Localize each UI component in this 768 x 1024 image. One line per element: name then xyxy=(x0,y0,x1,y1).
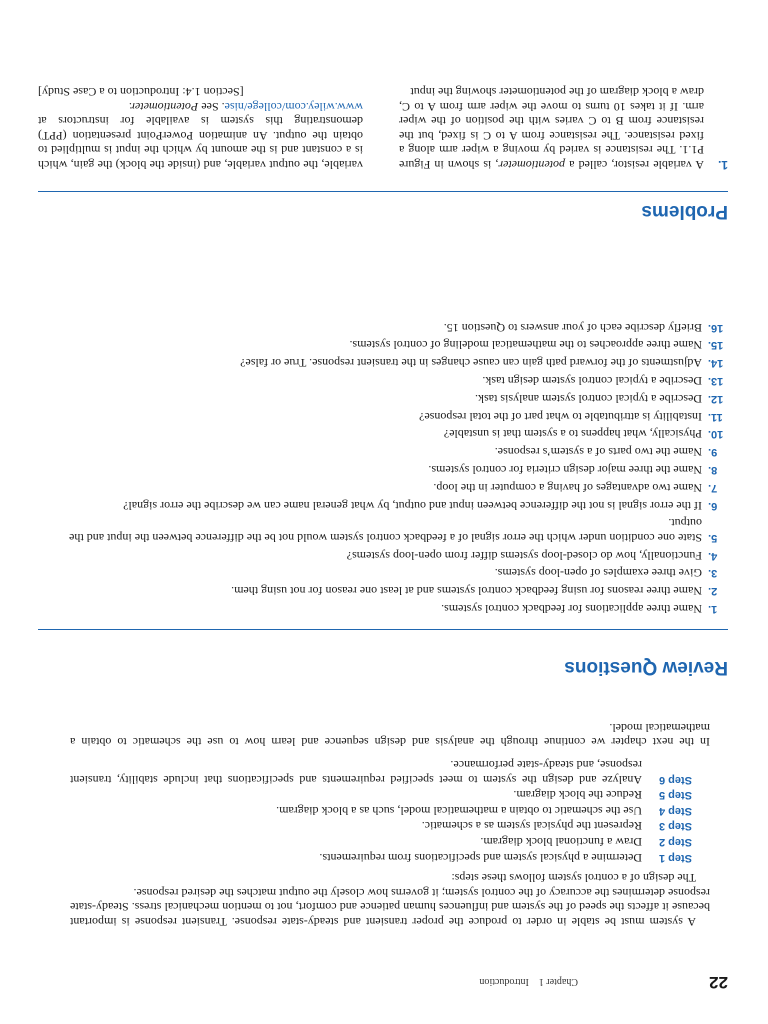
problems-column-left xyxy=(399,84,728,172)
list-item xyxy=(38,463,728,477)
step-label: Step 2 xyxy=(658,836,692,849)
question-number: 12. xyxy=(708,392,724,405)
question-number: 1. xyxy=(708,603,718,615)
list-item xyxy=(38,445,728,459)
question-text: Describe a typical control system analysis task. xyxy=(475,391,702,406)
question-number: 3. xyxy=(708,567,718,580)
problem-text: . See xyxy=(198,99,225,114)
question-number: 15. xyxy=(708,339,724,352)
question-number: 6. xyxy=(708,499,718,512)
step-label: Step 5 xyxy=(658,789,692,802)
question-number: 2. xyxy=(708,585,718,598)
question-number: 5. xyxy=(708,531,718,544)
question-text: Give three examples of open-loop systems. xyxy=(494,566,702,581)
question-text: State one condition under which the error signal of a feedback control system would not be the difference between the input and the output. xyxy=(69,516,702,545)
list-item xyxy=(38,584,728,598)
problems-column-right xyxy=(38,84,363,172)
design-step xyxy=(70,834,710,849)
list-item xyxy=(38,548,728,562)
question-text: Name three applications for feedback control systems. xyxy=(441,602,702,616)
design-step xyxy=(70,788,710,803)
design-step xyxy=(70,803,710,818)
question-number: 14. xyxy=(708,357,724,370)
paragraph: The design of a control system follows these steps: xyxy=(451,871,696,886)
animation-name: Potentiometer. xyxy=(128,99,199,114)
question-text: Instability is attributable to what part of the total response? xyxy=(419,409,702,424)
list-item xyxy=(38,409,728,423)
wiley-link[interactable]: www.wiley.com/college/nise xyxy=(224,99,363,114)
question-number: 16. xyxy=(708,321,724,334)
list-item xyxy=(38,356,728,370)
chapter-label: Chapter 1 xyxy=(538,976,578,987)
step-text: Reduce the block diagram. xyxy=(513,788,642,803)
step-text: Use the schematic to obtain a mathematical model, such as a block diagram. xyxy=(276,803,642,818)
question-number: 13. xyxy=(708,375,724,388)
chapter-title: Introduction xyxy=(479,976,529,987)
question-text: Name three reasons for using feedback control systems and at least one reason for not using them. xyxy=(231,584,702,599)
problems-heading: Problems xyxy=(641,201,728,222)
section-rule xyxy=(38,191,728,192)
question-number: 8. xyxy=(708,464,718,477)
question-number: 7. xyxy=(708,481,718,494)
list-item xyxy=(38,391,728,405)
review-questions-heading: Review Questions xyxy=(564,657,728,678)
section-citation: [Section 1.4: Introduction to a Case Study] xyxy=(38,85,244,100)
list-item xyxy=(38,516,728,545)
summary-text xyxy=(70,720,710,929)
question-number: 10. xyxy=(708,428,724,441)
question-text: Describe a typical control system design task. xyxy=(482,374,702,389)
list-item xyxy=(38,374,728,388)
step-text: Determine a physical system and specifications from requirements. xyxy=(319,850,642,865)
step-text: Represent the physical system as a schematic. xyxy=(421,819,642,834)
list-item xyxy=(38,602,728,616)
question-number: 4. xyxy=(708,549,718,562)
question-text: Adjustments of the forward path gain can cause changes in the transient response. True or false? xyxy=(240,356,702,371)
list-item xyxy=(38,427,728,441)
question-text: Name the three major design criteria for control systems. xyxy=(428,463,702,478)
question-text: Name two advantages of having a computer in the loop. xyxy=(433,480,702,495)
design-step xyxy=(70,757,710,786)
list-item xyxy=(38,320,728,334)
question-text: Name the two parts of a system’s response. xyxy=(494,445,702,460)
problem-term: potentiometer xyxy=(498,158,566,172)
list-item xyxy=(38,566,728,580)
step-text: Draw a functional block diagram. xyxy=(480,835,642,850)
step-text: Analyze and design the system to meet specified requirements and specifications that include stability, transient response, and steady-state performance. xyxy=(70,758,642,787)
question-text: Name three approaches to the mathematical modeling of control systems. xyxy=(349,338,702,353)
design-step xyxy=(70,819,710,834)
page-number: 22 xyxy=(709,973,728,992)
problem-text: , is shown in Figure P1.1. The resistance is varied by moving a wiper arm along a fixed resistance. The resistance from A to C is fixed, but the resistance from B to C varies with the position of the wiper arm. If it takes 10 turns to move the wiper arm from A to C, draw a block diagram of the potentiometer showing the input xyxy=(399,85,704,172)
question-text: Physically, what happens to a system that is unstable? xyxy=(443,427,702,442)
list-item xyxy=(38,498,728,512)
design-step xyxy=(70,850,710,865)
question-text: Functionally, how do closed-loop systems differ from open-loop systems? xyxy=(346,548,702,563)
question-text: If the error signal is not the difference between input and output, by what general name can we describe the error signal? xyxy=(123,498,702,513)
problem-text: A variable resistor, called a xyxy=(565,158,704,172)
question-text: Briefly describe each of your answers to Question 15. xyxy=(443,320,702,335)
review-questions xyxy=(38,317,728,616)
list-item xyxy=(38,338,728,352)
step-label: Step 6 xyxy=(658,773,692,786)
question-number: 11. xyxy=(708,410,723,423)
problem-text: variable, the output variable, and (inside the block) the gain, which is a constant and is the amount by which the input is multiplied to obtain the output. An animation PowerPoint presentation (PPT) demonstrating this system is available for instructors at xyxy=(38,114,363,172)
design-steps-list xyxy=(70,757,710,864)
paragraph: In the next chapter we continue through the analysis and design sequence and learn how to use the schematic to obtain a mathematical model. xyxy=(70,720,710,750)
problem-number: 1. xyxy=(717,158,728,172)
page-header xyxy=(38,970,728,990)
step-label: Step 1 xyxy=(658,851,692,864)
running-head xyxy=(469,976,578,987)
step-label: Step 4 xyxy=(658,804,692,817)
question-list xyxy=(38,320,728,616)
question-number: 9. xyxy=(708,446,718,459)
step-label: Step 3 xyxy=(658,820,692,833)
list-item xyxy=(38,480,728,494)
section-rule xyxy=(38,629,728,630)
paragraph: A system must be stable in order to produce the proper transient and steady-state response. Transient response is important because it affects the speed of the system and influences human patience and comfort, not to mention mechanical stress. Steady-state response determines the accuracy of the control system; it governs how closely the output matches the desired response. xyxy=(70,885,710,929)
